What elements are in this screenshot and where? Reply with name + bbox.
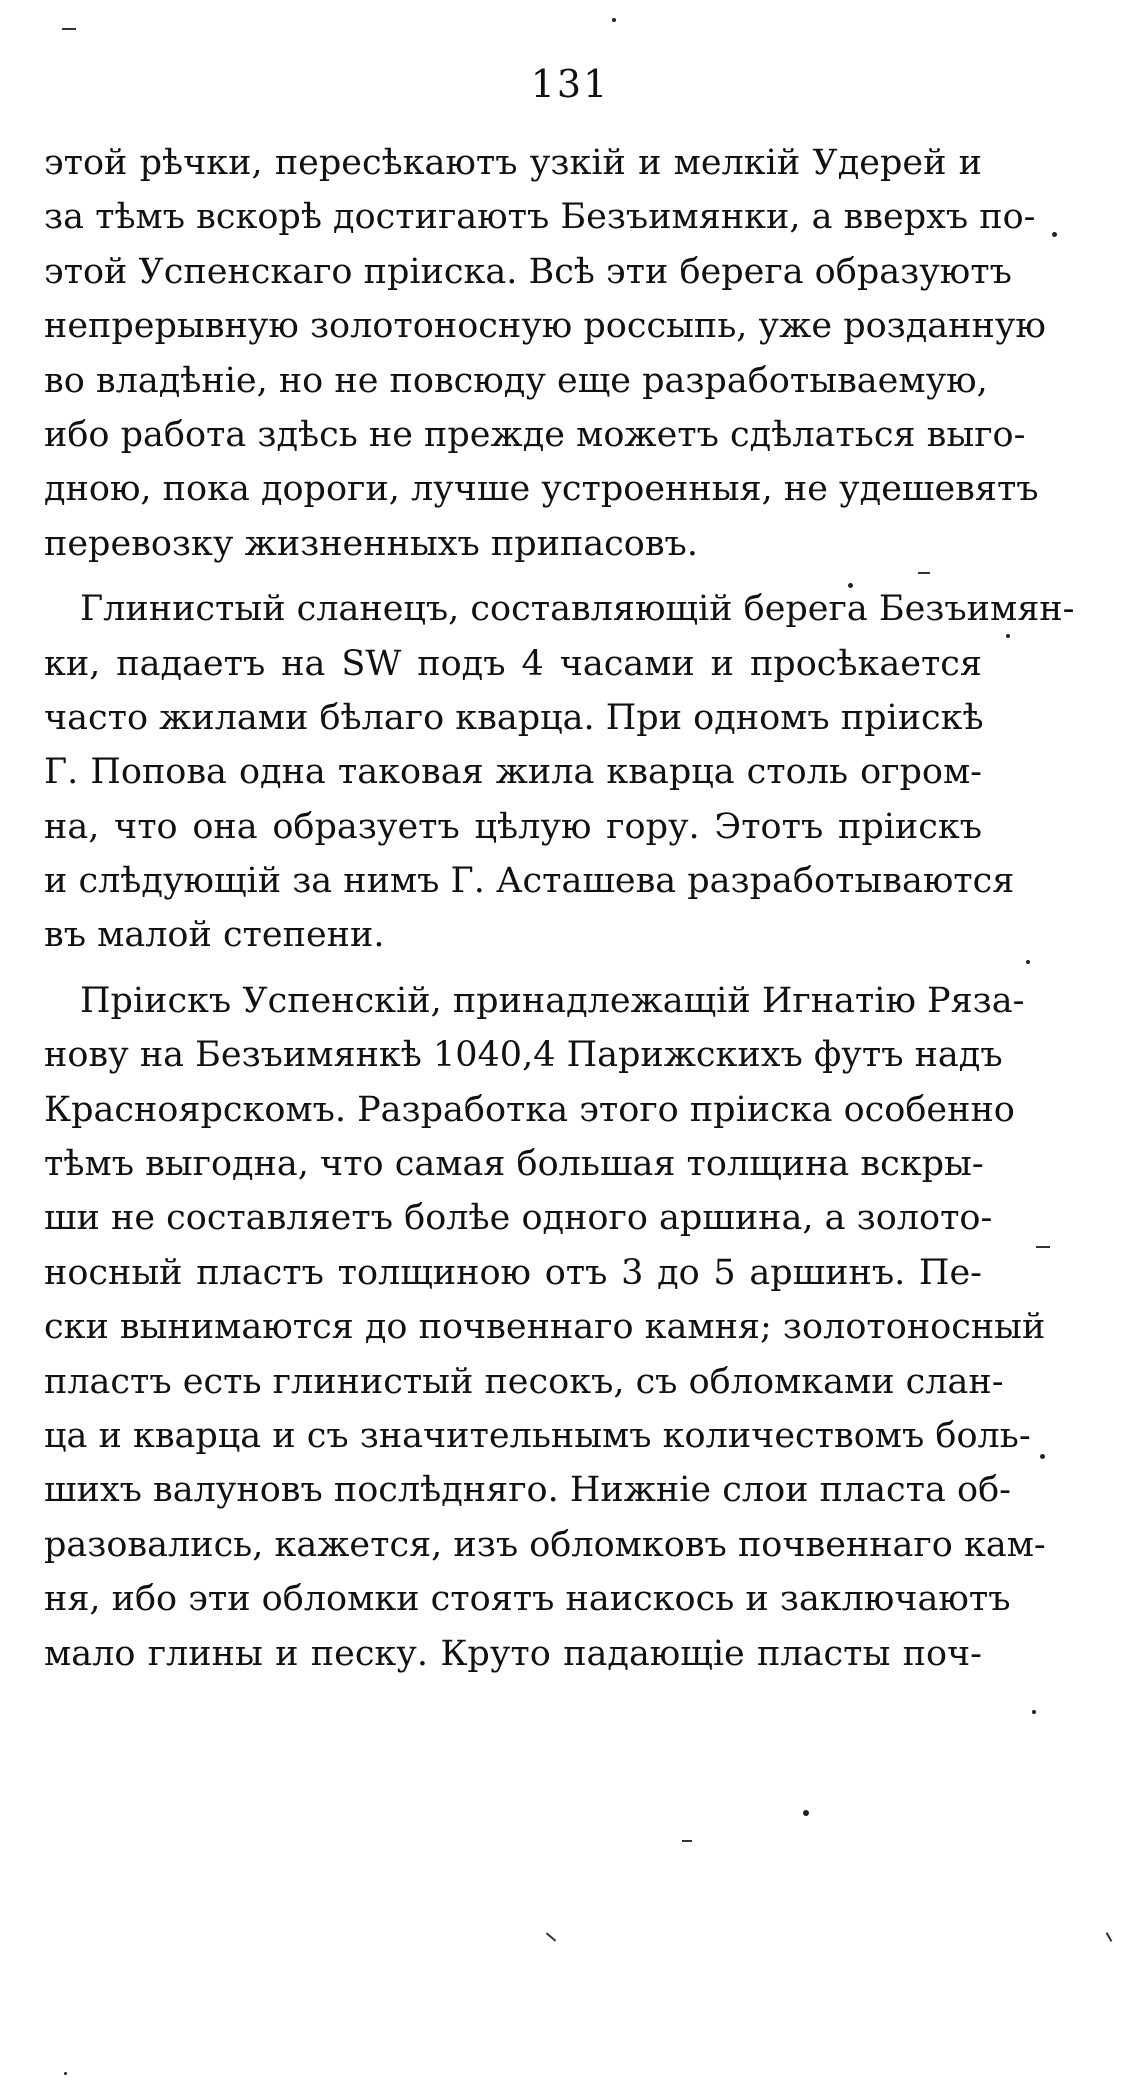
text-line: ца и кварца и съ значительнымъ количествомъ боль-: [44, 1415, 1031, 1456]
text-line: этой рѣчки, пересѣкаютъ узкій и мелкій Удерей и: [44, 143, 982, 183]
scan-speck: [848, 583, 853, 588]
scan-speck: [1006, 634, 1010, 638]
text-line: носный пластъ толщиною отъ 3 до 5 аршинъ. Пе-: [44, 1252, 982, 1293]
scan-speck: [64, 2072, 67, 2075]
scan-speck: [1032, 1710, 1036, 1714]
text-line: Красноярскомъ. Разработка этого пріиска особенно: [44, 1089, 1015, 1130]
scan-speck: [1026, 960, 1030, 964]
scan-speck: [546, 1932, 556, 1941]
scan-speck: [1052, 232, 1057, 237]
text-line: и слѣдующій за нимъ Г. Асташева разработываются: [44, 861, 1015, 902]
scan-speck: [803, 1810, 809, 1816]
text-line: пластъ есть глинистый песокъ, съ обломками слан-: [44, 1361, 1004, 1402]
body-text: [44, 136, 1075, 1681]
text-line: мало глины и песку. Круто падающіе пласты поч-: [44, 1633, 982, 1674]
scan-speck: [62, 28, 76, 30]
text-line: ибо работа здѣсь не прежде можетъ сдѣлаться выго-: [44, 414, 1026, 455]
text-line: непрерывную золотоносную россыпь, уже розданную: [44, 306, 1046, 347]
page-number: 131: [530, 62, 610, 106]
text-line: дною, пока дороги, лучше устроенныя, не удешевятъ: [44, 469, 1039, 510]
paragraph-3: [44, 974, 1046, 1681]
scan-speck: [682, 1840, 692, 1842]
paragraph-1: [44, 136, 1046, 571]
text-line: Пріискъ Успенскій, принадлежащій Игнатію Ряза-: [80, 980, 1025, 1021]
text-line: тѣмъ выгодна, что самая большая толщина вскры-: [44, 1144, 984, 1185]
text-line: во владѣніе, но не повсюду еще разработываемую,: [44, 360, 988, 401]
text-line: этой Успенскаго пріиска. Всѣ эти берега образуютъ: [44, 251, 1012, 292]
text-line: шихъ валуновъ послѣдняго. Нижніе слои пласта об-: [44, 1470, 1011, 1511]
scan-speck: [1106, 1932, 1113, 1942]
scan-speck: [612, 18, 616, 22]
text-line: нову на Безъимянкѣ 1040,4 Парижскихъ футъ надъ: [44, 1035, 1003, 1076]
text-line: Г. Попова одна таковая жила кварца столь огром-: [44, 752, 982, 793]
scan-speck: [1040, 1454, 1045, 1459]
paragraph-gap: [44, 571, 982, 582]
text-line: разовались, кажется, изъ обломковъ почвеннаго кам-: [44, 1524, 1046, 1565]
text-line: Глинистый сланецъ, составляющій берега Безъимян-: [80, 589, 1075, 630]
text-line: перевозку жизненныхъ припасовъ.: [44, 523, 698, 564]
text-line: за тѣмъ вскорѣ достигаютъ Безъимянки, а вверхъ по-: [44, 197, 1036, 238]
scan-speck: [918, 572, 930, 574]
scan-speck: [1036, 1246, 1050, 1248]
text-line: на, что она образуетъ цѣлую гору. Этотъ пріискъ: [44, 806, 982, 847]
text-line: ки, падаетъ на SW подъ 4 часами и просѣкается: [44, 643, 982, 684]
text-line: часто жилами бѣлаго кварца. При одномъ пріискѣ: [44, 697, 984, 738]
paragraph-2: [44, 582, 1075, 963]
text-line: ши не составляетъ болѣе одного аршина, а золото-: [44, 1198, 993, 1239]
text-line: въ малой степени.: [44, 915, 385, 956]
text-line: ски вынимаются до почвеннаго камня; золотоносный: [44, 1307, 1046, 1348]
paragraph-gap: [44, 963, 982, 974]
text-line: ня, ибо эти обломки стоятъ наискось и заключаютъ: [44, 1579, 1011, 1620]
